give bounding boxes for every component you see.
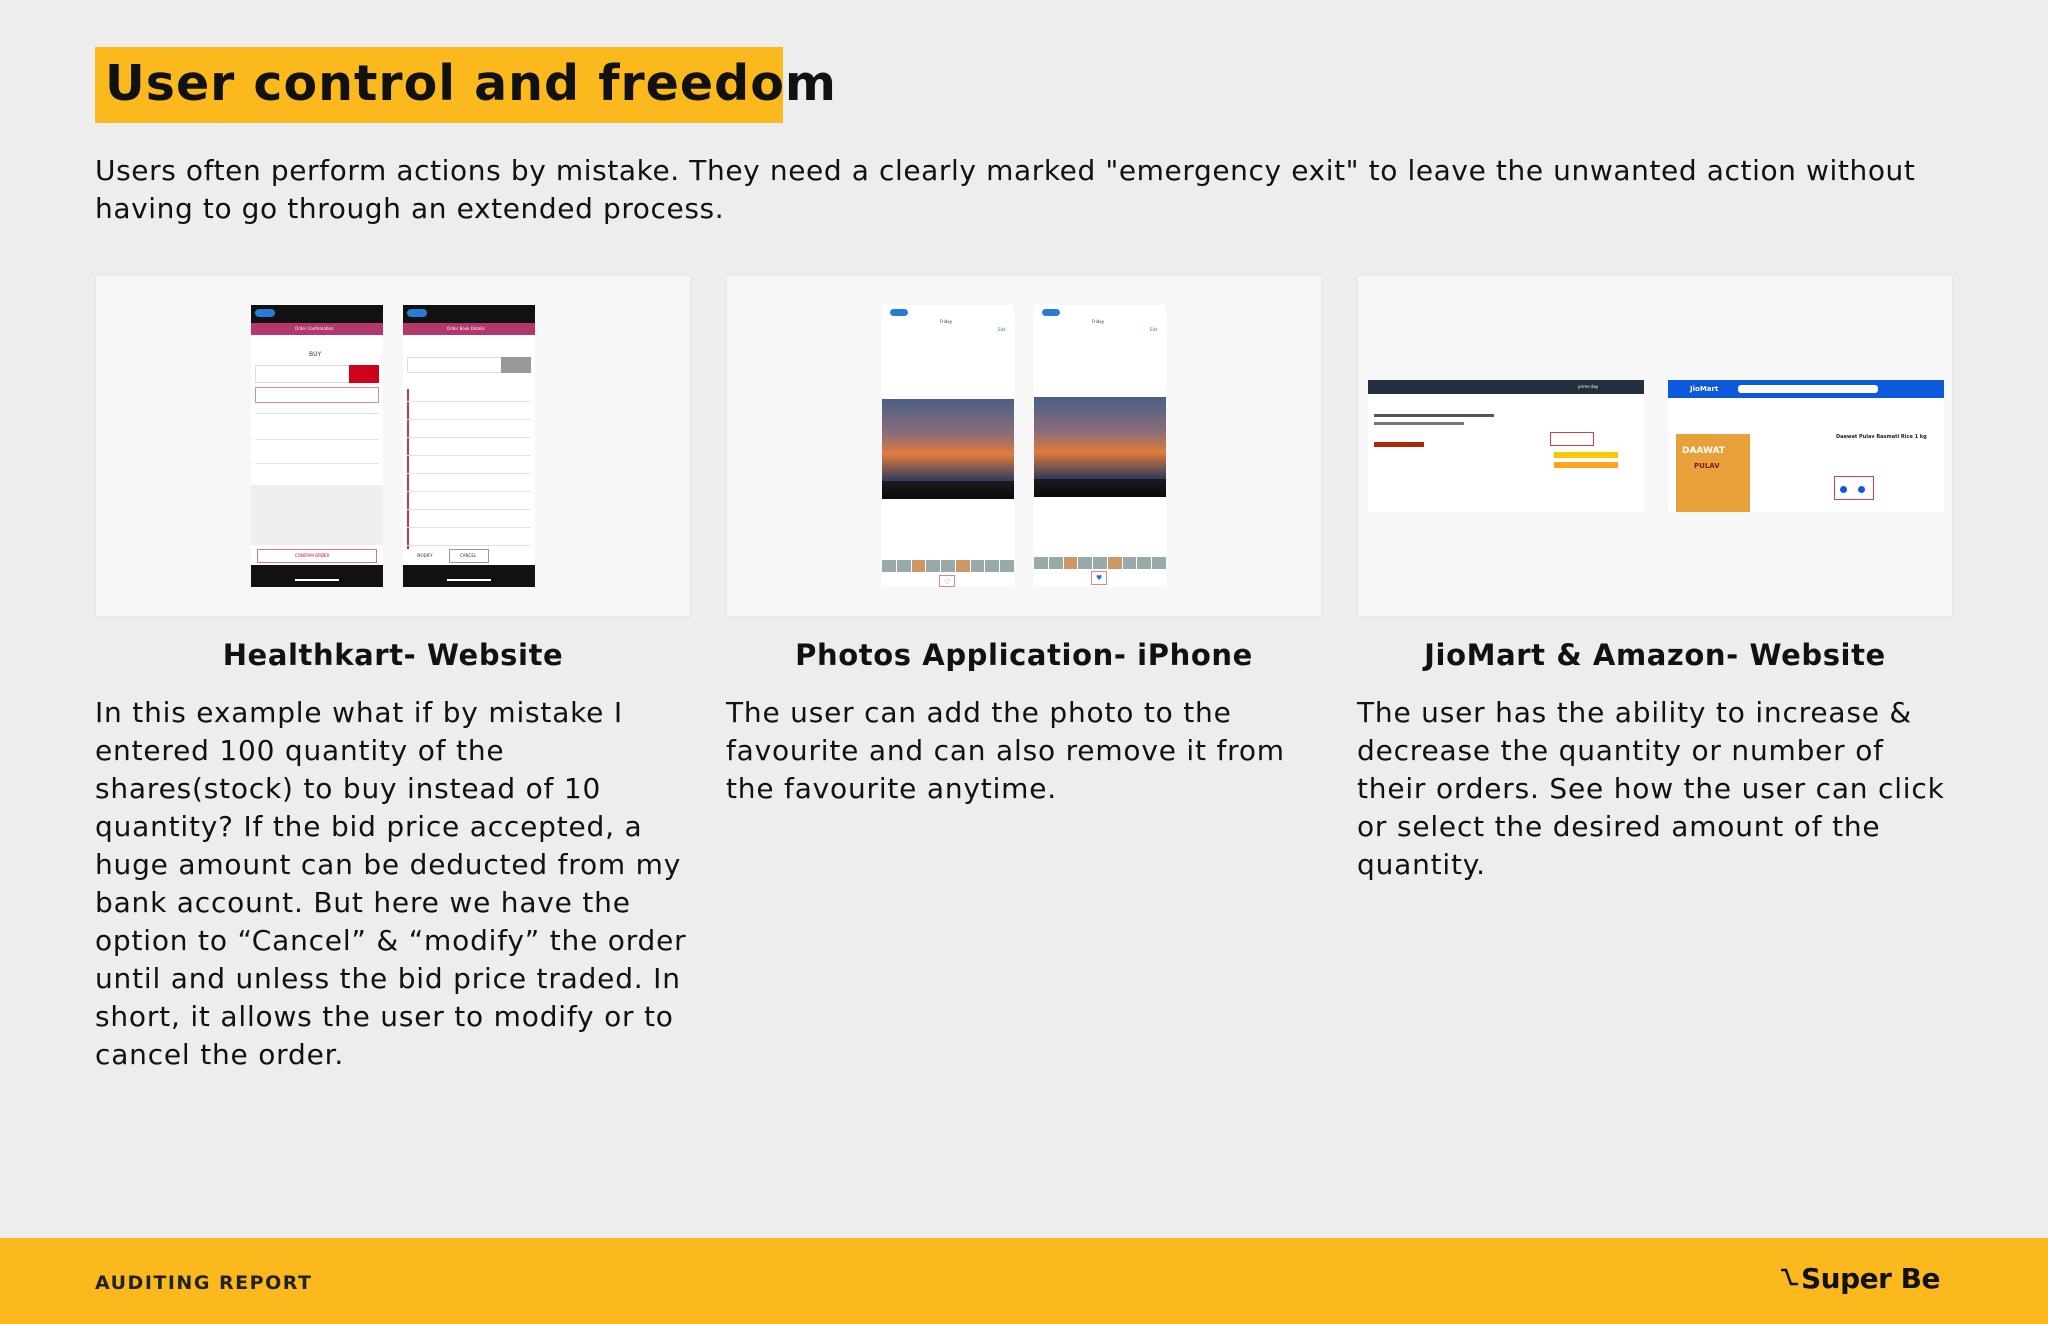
date-label-2: Friday xyxy=(1092,319,1105,324)
jiomart-description: The user has the ability to increase & decrease the quantity or number of their orders. See how the user can click or select the desired amount of the quantity. xyxy=(1357,696,1945,881)
brand-logo xyxy=(1781,1262,1940,1295)
healthkart-title: Healthkart- Website xyxy=(222,638,564,672)
pulav-label: PULAV xyxy=(1694,462,1720,470)
jiomart-title: JioMart & Amazon- Website xyxy=(1424,638,1886,672)
jiomart-amazon-screenshot xyxy=(1357,275,1953,617)
title-banner xyxy=(95,47,837,123)
date-label: Friday xyxy=(940,319,953,324)
footer xyxy=(0,1238,2048,1324)
photos-description: The user can add the photo to the favourite and can also remove it from the favourite anytime. xyxy=(726,696,1285,805)
photo-screen-unfavourited xyxy=(882,305,1014,587)
daawat-brand: DAAWAT xyxy=(1682,446,1725,456)
healthkart-description: In this example what if by mistake I entered 100 quantity of the shares(stock) to buy instead of 10 quantity? If the bid price accepted, a huge amount can be deducted from my bank account. But here we have the option to “Cancel” & “modify” the order until and unless the bid price traded. In short, it allows the user to modify or to cancel the order. xyxy=(95,696,687,1071)
product-name: Daawat Pulav Basmati Rice 1 kg xyxy=(1836,434,1927,440)
modify-button: MODIFY xyxy=(417,553,433,558)
order-book-label: Order Book Details xyxy=(447,326,485,331)
photo-screen-favourited xyxy=(1034,305,1166,587)
jiomart-product-page xyxy=(1668,380,1944,512)
heart-filled-icon: ♥ xyxy=(1096,574,1103,582)
edit-link: Edit xyxy=(998,327,1006,332)
order-book-screen xyxy=(403,305,535,587)
edit-link-2: Edit xyxy=(1150,327,1158,332)
sunset-photo xyxy=(882,399,1014,499)
footer-label: AUDITING REPORT xyxy=(95,1272,313,1294)
brand-name: Super Be xyxy=(1800,1262,1940,1295)
confirm-order-button: CONFIRM ORDER xyxy=(295,553,330,558)
sunset-photo-2 xyxy=(1034,397,1166,497)
page-title: User control and freedom xyxy=(105,55,837,112)
heart-outline-icon: ♡ xyxy=(944,578,951,586)
order-confirmation-screen xyxy=(251,305,383,587)
healthkart-screenshot xyxy=(95,275,691,617)
prime-day-label: prime day xyxy=(1578,384,1599,389)
order-confirmation-label: Order Confirmation xyxy=(295,326,334,331)
cancel-button: CANCEL xyxy=(460,553,477,558)
photos-screenshot xyxy=(726,275,1322,617)
amazon-product-page xyxy=(1368,380,1644,512)
jiomart-logo: JioMart xyxy=(1690,385,1719,393)
intro-text: Users often perform actions by mistake. They need a clearly marked "emergency exit" to leave the unwanted action without having to go through an extended process. xyxy=(95,154,1916,225)
buy-label: BUY xyxy=(309,351,322,358)
photos-title: Photos Application- iPhone xyxy=(795,638,1253,672)
cart-icon xyxy=(1781,1268,1799,1290)
